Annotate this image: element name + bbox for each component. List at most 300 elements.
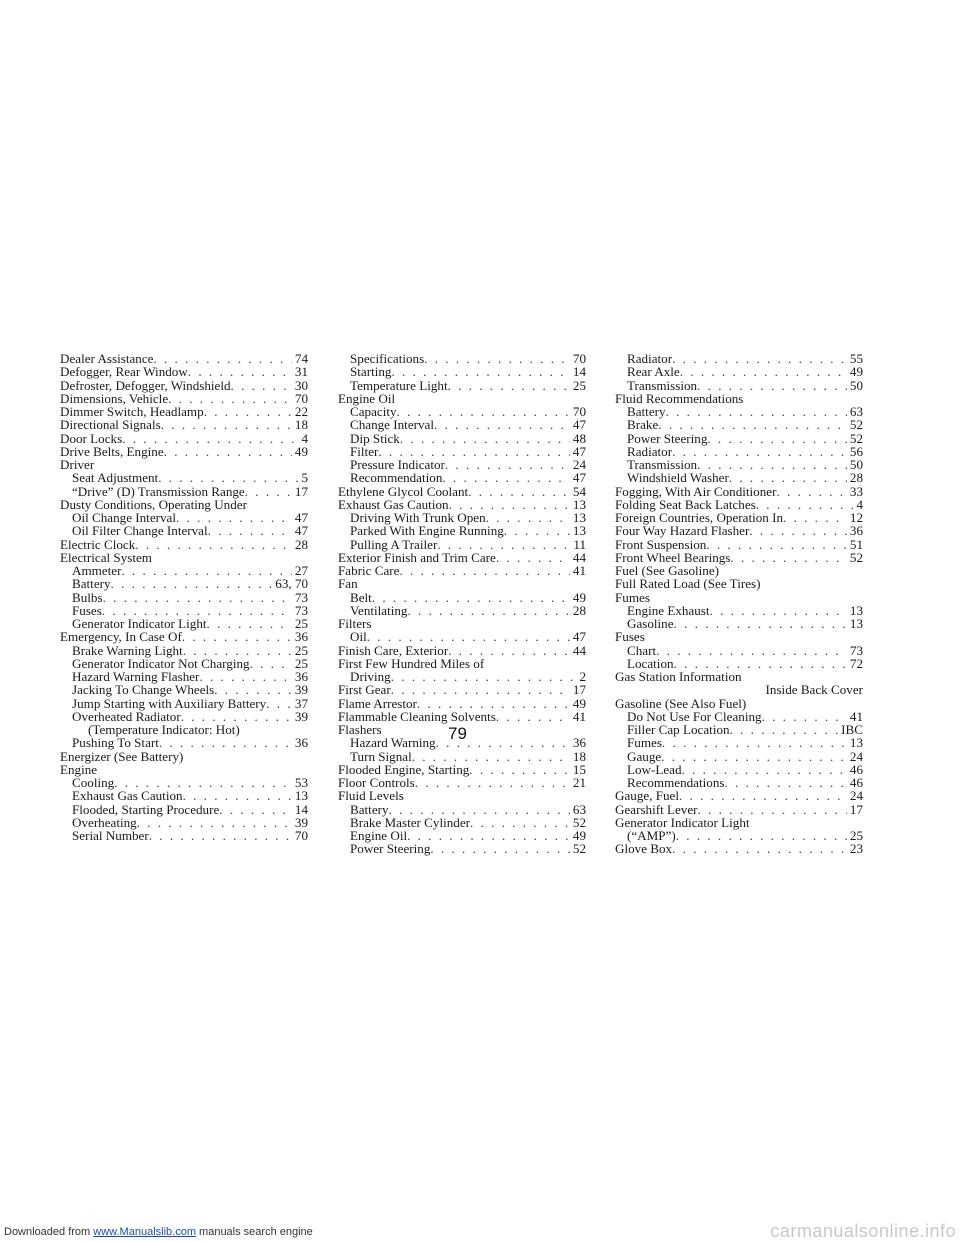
dot-leader: [159, 736, 292, 749]
index-entry: [615, 829, 863, 842]
page-ref: 46: [849, 775, 863, 790]
index-term: Drive Belts, Engine: [60, 443, 164, 459]
page-ref: 52: [572, 841, 586, 857]
index-entry: [615, 551, 863, 564]
page-ref: 14: [572, 364, 586, 380]
dot-leader: [672, 352, 847, 365]
page-ref: 24: [849, 788, 863, 804]
dot-leader: [496, 710, 570, 723]
page-ref: 18: [294, 417, 308, 433]
page-ref: 36: [294, 629, 308, 645]
index-entry: [60, 697, 308, 710]
index-entry: [338, 789, 586, 802]
index-term: Dusty Conditions, Operating Under: [60, 496, 247, 512]
dot-leader: [181, 710, 292, 723]
dot-leader: [214, 683, 292, 696]
page-ref: 25: [294, 655, 308, 671]
dot-leader: [183, 644, 292, 657]
index-entry: [615, 405, 863, 418]
dot-leader: [661, 750, 847, 763]
manualslib-link[interactable]: www.Manualslib.com: [93, 1226, 196, 1238]
index-term: Jump Starting with Auxiliary Battery: [72, 695, 267, 711]
page-ref: 55: [849, 351, 863, 366]
page-ref: 47: [294, 510, 308, 525]
index-term: Gauge: [627, 748, 662, 764]
dot-leader: [469, 763, 570, 776]
index-term: Fuel (See Gasoline): [615, 563, 719, 578]
index-entry: [338, 352, 586, 365]
dot-leader: [783, 511, 847, 524]
index-term: Engine Oil: [338, 390, 396, 406]
index-term: Full Rated Load (See Tires): [615, 576, 761, 592]
page-ref: 14: [294, 801, 308, 817]
dot-leader: [164, 445, 292, 458]
index-term: Oil: [350, 629, 367, 645]
dot-leader: [674, 617, 847, 630]
dot-leader: [397, 405, 570, 418]
page-ref: 70: [572, 351, 586, 366]
index-entry: [60, 524, 308, 537]
dot-leader: [724, 776, 846, 789]
page-ref: 12: [849, 510, 863, 525]
index-entry: [615, 365, 863, 378]
index-entry: [615, 789, 863, 802]
index-entry: [338, 829, 586, 842]
index-term: Oil Change Interval: [72, 510, 176, 525]
dot-leader: [749, 524, 847, 537]
index-entry: [338, 750, 586, 763]
index-entry: [60, 538, 308, 551]
index-entry: [60, 458, 308, 471]
dot-leader: [697, 458, 847, 471]
dot-leader: [135, 538, 292, 551]
index-entry: [60, 564, 308, 577]
index-entry: [338, 458, 586, 471]
dot-leader: [367, 630, 570, 643]
index-term: Turn Signal: [350, 748, 412, 764]
index-entry: [338, 683, 586, 696]
index-term: Pressure Indicator: [350, 457, 445, 472]
page-ref: 49: [294, 443, 308, 459]
dot-leader: [114, 776, 292, 789]
index-entry: [338, 577, 586, 590]
index-term: Cooling: [72, 775, 115, 790]
index-term: Change Interval: [350, 417, 434, 433]
dot-leader: [445, 458, 570, 471]
index-entry: [338, 445, 586, 458]
dot-leader: [372, 591, 570, 604]
page-ref: 39: [294, 814, 308, 830]
dot-leader: [102, 604, 292, 617]
index-term: Fogging, With Air Conditioner: [615, 483, 777, 499]
page-ref: 27: [294, 563, 308, 578]
index-entry: [615, 471, 863, 484]
page-ref: 25: [849, 828, 863, 843]
index-term: Pushing To Start: [72, 735, 159, 751]
dot-leader: [698, 803, 847, 816]
index-term: Exhaust Gas Caution: [338, 496, 449, 512]
index-entry: [615, 432, 863, 445]
index-term: Gearshift Lever: [615, 801, 698, 817]
page-ref: 70: [294, 390, 308, 406]
index-term: Hazard Warning Flasher: [72, 669, 200, 684]
page-ref: 47: [572, 629, 586, 645]
index-term: Dimmer Switch, Headlamp: [60, 404, 204, 419]
page-ref: 52: [849, 417, 863, 433]
page-ref: 17: [572, 682, 586, 698]
index-term: Folding Seat Back Latches: [615, 496, 756, 512]
index-term: Ventilating: [350, 602, 408, 618]
page-ref: 48: [572, 430, 586, 446]
index-term: Electric Clock: [60, 536, 136, 552]
dot-leader: [176, 511, 292, 524]
index-entry: [615, 564, 863, 577]
index-entry: [615, 683, 863, 696]
dot-leader: [437, 538, 570, 551]
index-entry: [338, 524, 586, 537]
page-ref: 73: [849, 642, 863, 658]
index-term: Jacking To Change Wheels: [72, 682, 215, 698]
index-term: Power Steering: [627, 430, 708, 446]
dot-leader: [486, 511, 570, 524]
index-entry: [338, 485, 586, 498]
index-entry: [615, 723, 863, 736]
page-ref: 13: [572, 496, 586, 512]
index-term: “Drive” (D) Transmission Range: [72, 483, 245, 499]
dot-leader: [111, 577, 273, 590]
index-entry: [60, 670, 308, 683]
index-entry: [615, 445, 863, 458]
dot-leader: [412, 750, 570, 763]
page-ref: 15: [572, 761, 586, 777]
dot-leader: [656, 644, 847, 657]
dot-leader: [399, 564, 569, 577]
page-ref: 21: [572, 775, 586, 790]
index-entry: [338, 471, 586, 484]
index-entry: [615, 763, 863, 776]
index-entry: [60, 405, 308, 418]
dot-leader: [391, 670, 577, 683]
index-entry: [615, 842, 863, 855]
index-term: Specifications: [350, 351, 425, 366]
page-ref: 24: [572, 457, 586, 472]
index-term: Gauge, Fuel: [615, 788, 679, 804]
page-ref: 24: [849, 748, 863, 764]
index-entry: [615, 485, 863, 498]
page-ref: 41: [849, 708, 863, 724]
dot-leader: [442, 471, 570, 484]
index-entry: [60, 789, 308, 802]
page-ref: 30: [294, 377, 308, 393]
dot-leader: [122, 432, 298, 445]
index-term: Driving With Trunk Open: [350, 510, 486, 525]
page-ref: 70: [294, 828, 308, 843]
index-entry: [60, 365, 308, 378]
page-ref: 13: [849, 735, 863, 751]
index-term: Flame Arrestor: [338, 695, 417, 711]
dot-leader: [470, 816, 570, 829]
page-ref: 49: [572, 828, 586, 843]
index-entry: [60, 710, 308, 723]
index-term: Fuses: [72, 602, 102, 618]
page-ref: 13: [849, 602, 863, 618]
index-entry: [60, 683, 308, 696]
index-term: (“AMP”): [627, 828, 676, 843]
index-entry: [60, 723, 308, 736]
dot-leader: [208, 524, 292, 537]
index-entry: [615, 803, 863, 816]
index-term: Capacity: [350, 404, 397, 419]
index-term: Do Not Use For Cleaning: [627, 708, 762, 724]
index-term: Flooded, Starting Procedure: [72, 801, 220, 817]
index-term: Fluid Levels: [338, 788, 404, 804]
index-entry: [60, 471, 308, 484]
index-entry: [338, 604, 586, 617]
index-entry: [60, 591, 308, 604]
index-term: Gas Station Information: [615, 669, 742, 684]
index-term: Seat Adjustment: [72, 470, 159, 486]
index-column-left: [60, 352, 308, 842]
index-term: Foreign Countries, Operation In: [615, 510, 784, 525]
page-ref: 2: [579, 669, 586, 684]
index-term: Floor Controls: [338, 775, 415, 790]
page-ref: 74: [294, 351, 308, 366]
index-term: Gasoline: [627, 616, 674, 631]
index-term: Defroster, Defogger, Windshield: [60, 377, 231, 393]
page-ref: 36: [294, 735, 308, 751]
download-source-banner: [4, 1226, 313, 1238]
index-entry: [60, 736, 308, 749]
dot-leader: [504, 524, 570, 537]
page-ref: 49: [572, 589, 586, 605]
page-ref: 4: [856, 496, 863, 512]
index-entry: [615, 392, 863, 405]
dot-leader: [121, 564, 291, 577]
dot-leader: [415, 776, 570, 789]
index-entry: [60, 829, 308, 842]
page-ref: 25: [294, 616, 308, 631]
index-term: Filter: [350, 443, 379, 459]
dot-leader: [496, 551, 570, 564]
index-entry: [338, 657, 586, 670]
index-term: Ammeter: [72, 563, 122, 578]
index-entry: [615, 604, 863, 617]
index-term: Dealer Assistance: [60, 351, 154, 366]
page-ref: 5: [301, 470, 308, 486]
index-term: Driving: [350, 669, 391, 684]
page-ref: 63: [572, 801, 586, 817]
page-ref: 49: [572, 695, 586, 711]
dot-leader: [448, 379, 570, 392]
dot-leader: [188, 365, 292, 378]
index-entry: [338, 670, 586, 683]
index-entry: [338, 498, 586, 511]
index-entry: [615, 670, 863, 683]
index-entry: [338, 564, 586, 577]
page-ref: 44: [572, 549, 586, 565]
index-entry: [60, 511, 308, 524]
index-term: Bulbs: [72, 589, 103, 605]
dot-leader: [199, 670, 291, 683]
page-ref: 47: [294, 523, 308, 539]
index-term: Electrical System: [60, 549, 152, 565]
index-term: Generator Indicator Not Charging: [72, 655, 250, 671]
index-entry: [615, 498, 863, 511]
page-ref: 25: [294, 642, 308, 658]
page-ref: 11: [573, 536, 586, 552]
index-entry: [60, 776, 308, 789]
index-entry: [338, 842, 586, 855]
index-term: Glove Box: [615, 841, 673, 857]
dot-leader: [183, 789, 292, 802]
dot-leader: [448, 644, 570, 657]
dot-leader: [250, 657, 292, 670]
dot-leader: [682, 763, 847, 776]
index-entry: [60, 630, 308, 643]
page-ref: 17: [294, 483, 308, 499]
page-ref: 46: [849, 761, 863, 777]
page-ref: 63: [849, 404, 863, 419]
dot-leader: [449, 498, 570, 511]
index-term: Defogger, Rear Window: [60, 364, 188, 380]
dot-leader: [149, 829, 292, 842]
dot-leader: [389, 803, 570, 816]
page-ref: 50: [849, 457, 863, 472]
page-ref: 53: [294, 775, 308, 790]
dot-leader: [245, 485, 292, 498]
index-term: Exterior Finish and Trim Care: [338, 549, 496, 565]
index-term: Battery: [72, 576, 111, 592]
page-ref: 4: [301, 430, 308, 446]
dot-leader: [391, 683, 570, 696]
index-term: Overheating: [72, 814, 137, 830]
index-term: Radiator: [627, 351, 673, 366]
index-entry: [338, 365, 586, 378]
index-term: Overheated Radiator: [72, 708, 181, 724]
dot-leader: [707, 432, 847, 445]
index-term: Front Suspension: [615, 536, 707, 552]
index-entry: [615, 736, 863, 749]
index-term: Energizer (See Battery): [60, 748, 184, 764]
index-term: Front Wheel Bearings: [615, 549, 731, 565]
index-entry: [60, 498, 308, 511]
index-term: Fan: [338, 576, 358, 592]
index-term: Directional Signals: [60, 417, 161, 433]
index-term: Radiator: [627, 443, 673, 459]
index-term: Four Way Hazard Flasher: [615, 523, 750, 539]
index-entry: [338, 591, 586, 604]
index-term: Flashers: [338, 722, 382, 737]
index-term: Generator Indicator Light: [72, 616, 207, 631]
page-ref-text: Inside Back Cover: [765, 682, 863, 698]
index-entry: [338, 763, 586, 776]
index-entry: [60, 657, 308, 670]
index-entry: [60, 644, 308, 657]
index-entry: [615, 591, 863, 604]
page-ref: 72: [849, 655, 863, 671]
page-ref: 13: [294, 788, 308, 804]
index-entry: [615, 776, 863, 789]
index-term: Starting: [350, 364, 392, 380]
watermark-text: carmanualsonline.info: [770, 1221, 956, 1241]
index-entry: [615, 697, 863, 710]
dot-leader: [776, 485, 846, 498]
dot-leader: [710, 604, 847, 617]
page-ref: 23: [849, 841, 863, 857]
page-ref: 52: [572, 814, 586, 830]
index-entry: [615, 657, 863, 670]
index-term: Engine: [60, 761, 98, 777]
index-term: Engine Exhaust: [627, 602, 710, 618]
index-term: Exhaust Gas Caution: [72, 788, 183, 804]
index-term: Serial Number: [72, 828, 149, 843]
dot-leader: [730, 551, 847, 564]
dot-leader: [697, 379, 847, 392]
index-entry: [338, 710, 586, 723]
banner-prefix: Downloaded from: [4, 1226, 94, 1238]
dot-leader: [674, 657, 847, 670]
index-entry: [615, 750, 863, 763]
index-entry: [338, 551, 586, 564]
dot-leader: [219, 803, 292, 816]
index-entry: [615, 710, 863, 723]
index-entry: [60, 763, 308, 776]
page-ref: 70: [572, 404, 586, 419]
page-ref: IBC: [841, 722, 863, 737]
page-number: 79: [448, 724, 467, 743]
dot-leader: [680, 365, 847, 378]
index-term: Brake Master Cylinder: [350, 814, 470, 830]
page-ref: 50: [849, 377, 863, 393]
page-ref: 28: [572, 602, 586, 618]
index-term: Battery: [350, 801, 389, 817]
index-term: Flooded Engine, Starting: [338, 761, 470, 777]
page-ref: 73: [294, 589, 308, 605]
index-entry: [338, 816, 586, 829]
dot-leader: [658, 418, 847, 431]
index-term: Fumes: [615, 589, 650, 605]
index-term: Flammable Cleaning Solvents: [338, 708, 496, 724]
index-term: Power Steering: [350, 841, 431, 857]
index-entry: [338, 630, 586, 643]
index-entry: [60, 418, 308, 431]
page-ref: 51: [849, 536, 863, 552]
index-term: Driver: [60, 457, 95, 472]
page-ref: 36: [849, 523, 863, 539]
index-entry: [60, 392, 308, 405]
index-entry: [60, 617, 308, 630]
index-entry: [60, 803, 308, 816]
index-entry: [338, 538, 586, 551]
index-term: First Few Hundred Miles of: [338, 655, 485, 671]
page-ref: 41: [572, 708, 586, 724]
page-ref: 28: [849, 470, 863, 486]
dot-leader: [679, 789, 847, 802]
page-ref: 17: [849, 801, 863, 817]
index-entry: [338, 697, 586, 710]
dot-leader: [666, 405, 847, 418]
index-term: Generator Indicator Light: [615, 814, 750, 830]
index-entry: [338, 644, 586, 657]
index-term: Belt: [350, 589, 372, 605]
index-entry: [615, 511, 863, 524]
index-term: Finish Care, Exterior: [338, 642, 449, 658]
index-entry: [60, 352, 308, 365]
index-entry: [338, 803, 586, 816]
index-entry: [338, 432, 586, 445]
page-ref: 47: [572, 470, 586, 486]
page-ref: 39: [294, 682, 308, 698]
